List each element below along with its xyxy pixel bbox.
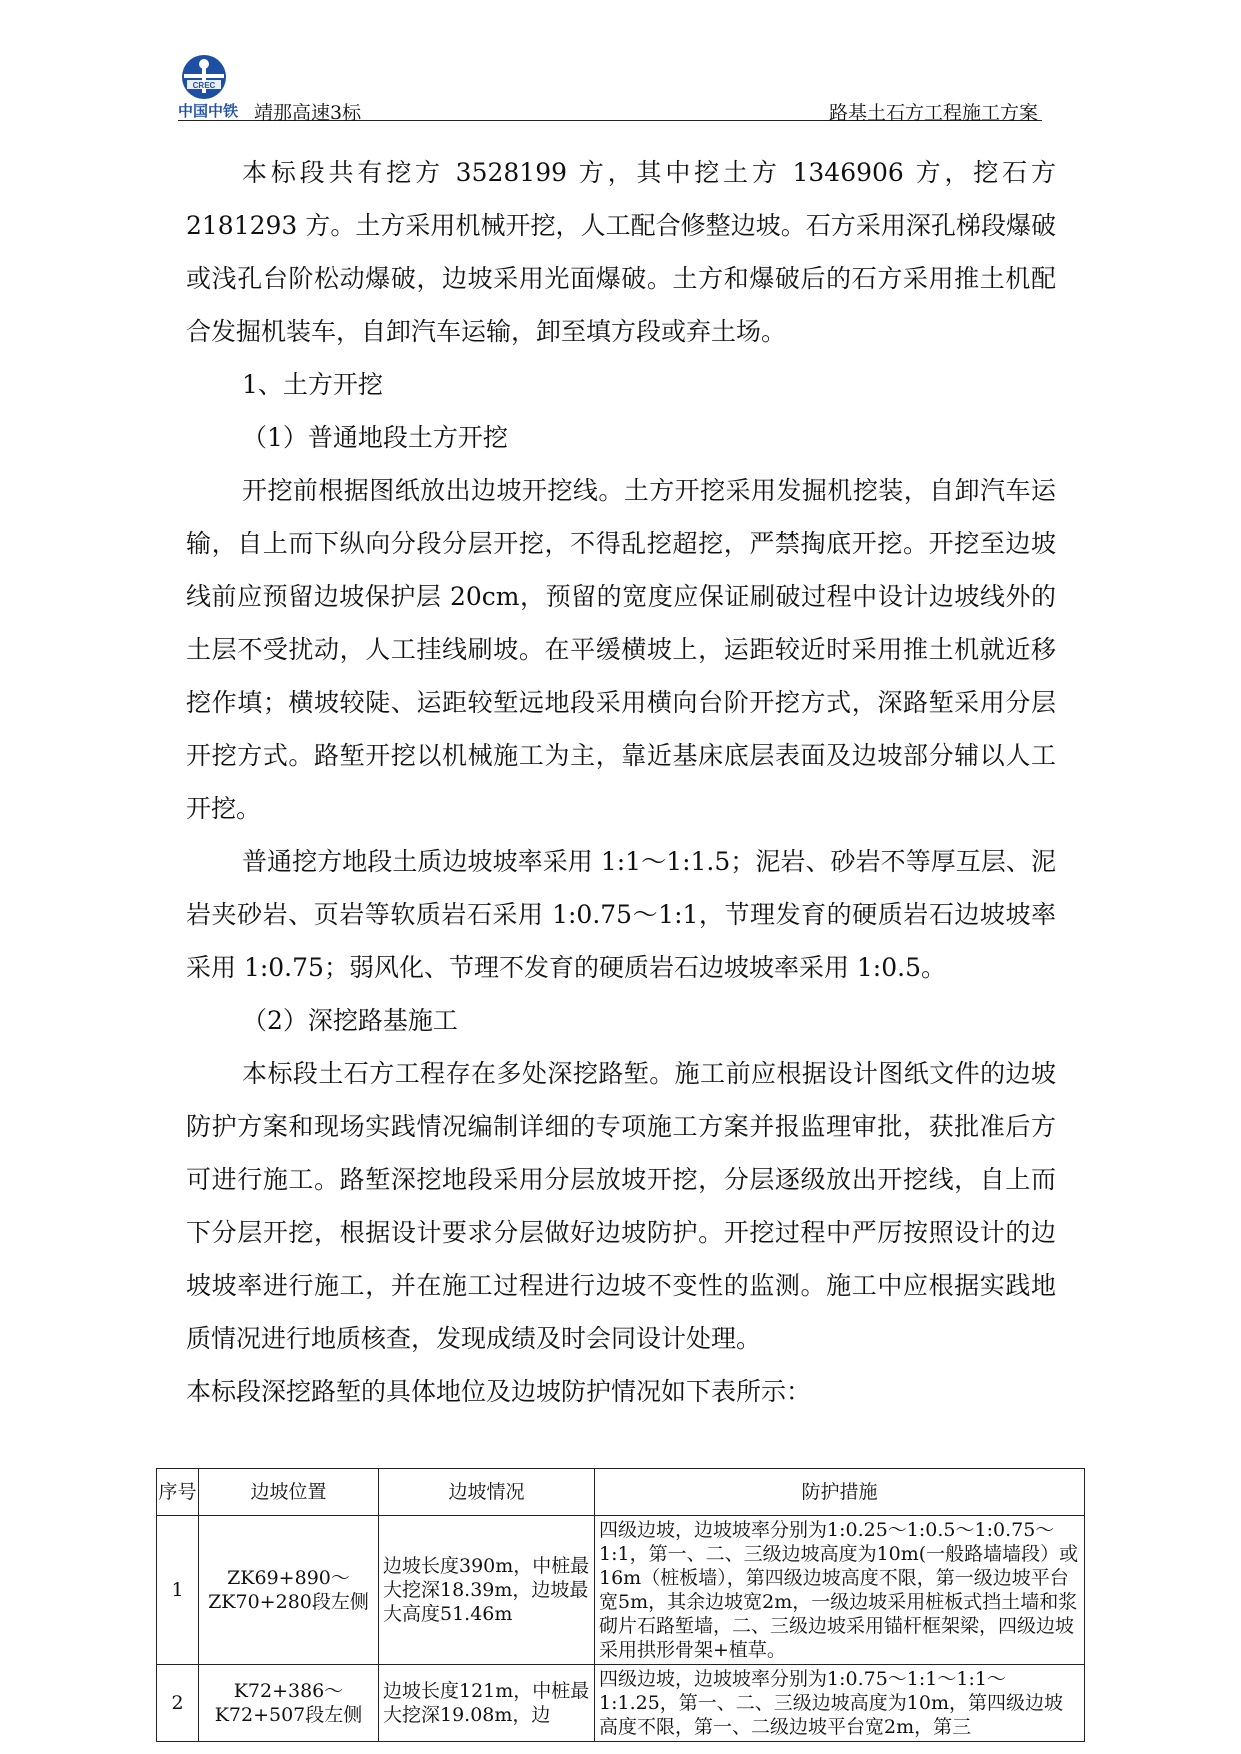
cell-measures: 四级边坡，边坡坡率分别为1:0.75～1:1～1:1～1:1.25，第一、二、三级边坡高度为10m，第四级边坡高度不限，第一、二级边坡平台宽2m，第三 <box>595 1665 1085 1742</box>
subsection-heading-deep-cut: （2）深挖路基施工 <box>242 1006 458 1035</box>
cell-condition: 边坡长度121m，中桩最大挖深19.08m，边 <box>379 1665 595 1742</box>
cell-measures: 四级边坡，边坡坡率分别为1:0.25～1:0.5～1:0.75～1:1，第一、二、三级边坡高度为10m(一般路墙墙段）或16m（桩板墙），第四级边坡高度不限，第一级边坡平台宽5m，其余边坡宽2m，一级边坡采用桩板式挡土墙和浆砌片石路堑墙，二、三级边坡采用锚杆框架梁，四级边坡采用拱形骨架+植草。 <box>595 1516 1085 1665</box>
slope-protection-table <box>156 1468 1085 1742</box>
paragraph-slope-ratio: 普通挖方地段土质边坡坡率采用 1:1～1:1.5；泥岩、砂岩不等厚互层、泥岩夹砂岩、页岩等软质岩石采用 1:0.75～1:1，节理发育的硬质岩石边坡坡率采用 1:0.75；弱风化、节理不发育的硬质岩石边坡坡率采用 1:0.5。 <box>186 847 1056 982</box>
column-header-location: 边坡位置 <box>199 1469 379 1516</box>
table-row <box>157 1665 1085 1742</box>
table-header-row <box>157 1469 1085 1516</box>
paragraph-excavation-method: 开挖前根据图纸放出边坡开挖线。土方开挖采用发掘机挖装，自卸汽车运输，自上而下纵向分段分层开挖，不得乱挖超挖，严禁掏底开挖。开挖至边坡线前应预留边坡保护层 20cm，预留的宽度应保证刷破过程中设计边坡线外的土层不受扰动，人工挂线刷坡。在平缓横坡上，运距较近时采用推土机就近移挖作填；横坡较陡、运距较堑远地段采用横向台阶开挖方式，深路堑采用分层开挖方式。路堑开挖以机械施工为主，靠近基床底层表面及边坡部分辅以人工开挖。 <box>186 476 1056 823</box>
column-header-measures: 防护措施 <box>595 1469 1085 1516</box>
page-header <box>178 52 1042 124</box>
document-body <box>186 146 1056 1418</box>
document-title: 路基土石方工程施工方案 <box>828 102 1038 124</box>
cell-condition: 边坡长度390m，中桩最大挖深18.39m，边坡最大高度51.46m <box>379 1516 595 1665</box>
paragraph-table-intro: 本标段深挖路堑的具体地位及边坡防护情况如下表所示： <box>186 1377 812 1406</box>
cell-location: K72+386～K72+507段左侧 <box>199 1665 379 1742</box>
company-name: 中国中铁 <box>178 102 239 120</box>
column-header-no: 序号 <box>157 1469 199 1516</box>
section-heading-earthwork: 1、土方开挖 <box>242 370 383 399</box>
cell-location: ZK69+890～ZK70+280段左侧 <box>199 1516 379 1665</box>
column-header-condition: 边坡情况 <box>379 1469 595 1516</box>
paragraph-deep-cut: 本标段土石方工程存在多处深挖路堑。施工前应根据设计图纸文件的边坡防护方案和现场实践情况编制详细的专项施工方案并报监理审批，获批准后方可进行施工。路堑深挖地段采用分层放坡开挖，分层逐级放出开挖线，自上而下分层开挖，根据设计要求分层做好边坡防护。开挖过程中严厉按照设计的边坡坡率进行施工，并在施工过程进行边坡不变性的监测。施工中应根据实践地质情况进行地质核查，发现成绩及时会同设计处理。 <box>186 1059 1056 1353</box>
svg-text:CREC: CREC <box>192 81 216 90</box>
project-name: 靖那高速3标 <box>254 102 362 124</box>
table-row <box>157 1516 1085 1665</box>
cell-no: 1 <box>157 1516 199 1665</box>
subsection-heading-normal-excavation: （1）普通地段土方开挖 <box>242 423 508 452</box>
cell-no: 2 <box>157 1665 199 1742</box>
paragraph-intro: 本标段共有挖方 3528199 方，其中挖土方 1346906 方，挖石方 2181293 方。土方采用机械开挖，人工配合修整边坡。石方采用深孔梯段爆破或浅孔台阶松动爆破，边坡采用光面爆破。土方和爆破后的石方采用推土机配合发掘机装车，自卸汽车运输，卸至填方段或弃土场。 <box>186 158 1056 346</box>
